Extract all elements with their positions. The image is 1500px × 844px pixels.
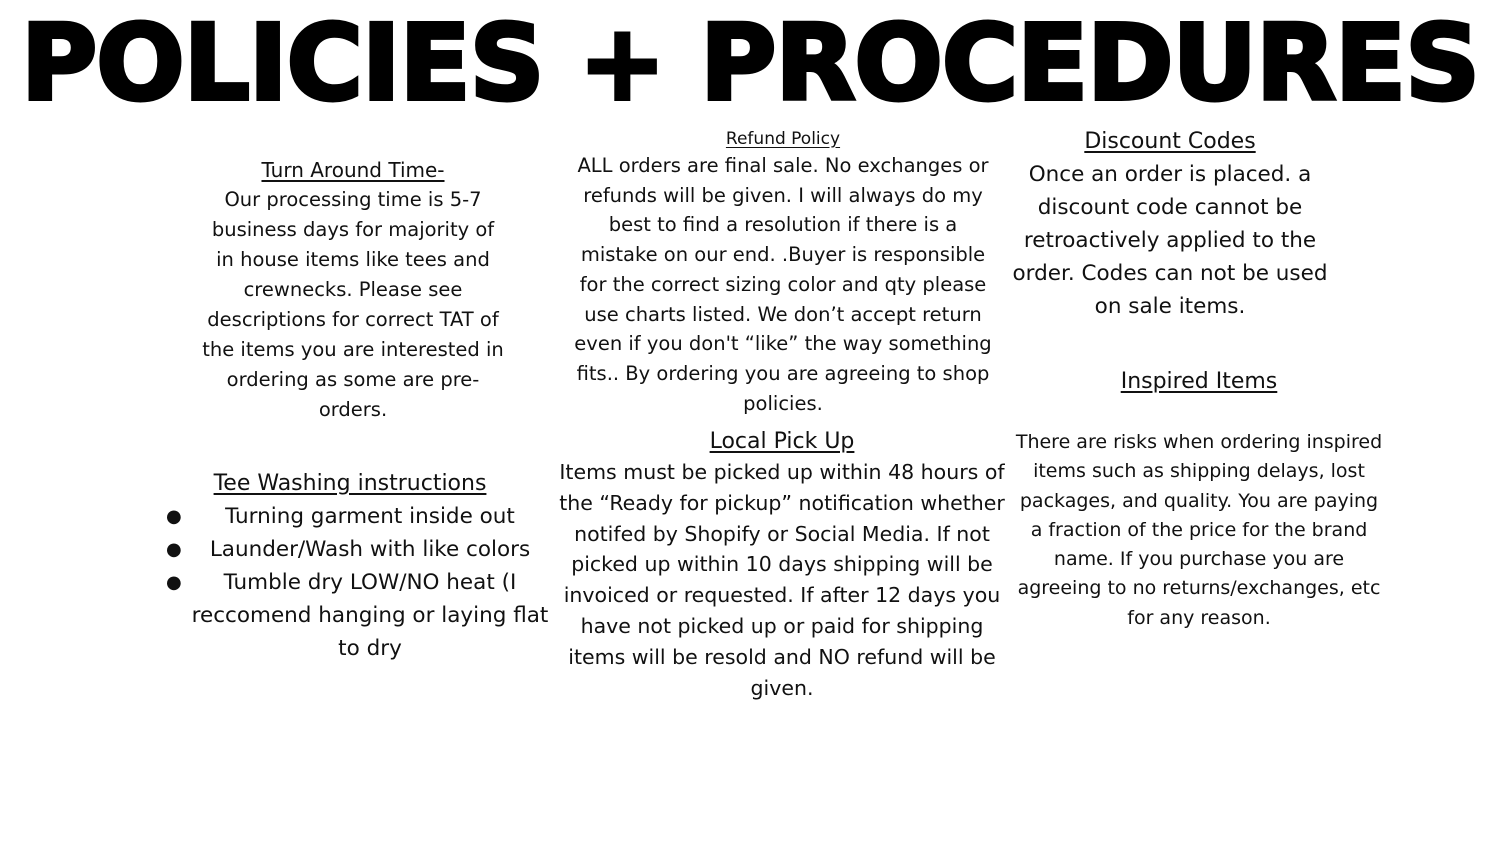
refund-policy-heading: Refund Policy [725,129,841,149]
list-item [150,533,550,566]
refund-policy-text: ALL orders are final sale. No exchanges or refunds will be given. I will always do my best to find a resolution if there is a mistake on our end. .Buyer is responsible for the correct sizing color and qty please use charts listed. We don’t accept return even if you don't “like” the way something fits.. By ordering you are agreeing to shop policies. [574,154,992,415]
page-title: POLICIES + PROCEDURES [20,2,1479,124]
list-item-text: Turning garment inside out [225,504,515,529]
discount-codes-section [1000,126,1340,323]
local-pickup-heading: Local Pick Up [709,429,855,454]
turn-around-time-heading: Turn Around Time- [261,158,445,182]
inspired-items-text: There are risks when ordering inspired items such as shipping delays, lost packages, and quality. You are paying a fraction of the price for the brand name. If you purchase you are agreeing to no returns/exchanges, etc for any reason. [1015,431,1383,629]
bullet-icon: ● [166,539,182,560]
list-item-text: Launder/Wash with like colors [209,537,531,562]
tee-washing-section [150,467,550,665]
discount-codes-heading: Discount Codes [1084,129,1256,154]
tee-washing-heading: Tee Washing instructions [213,471,487,496]
inspired-items-section [1014,366,1384,633]
list-item [150,566,550,665]
local-pickup-text: Items must be picked up within 48 hours of the “Ready for pickup” notification whether notifed by Shopify or Social Media. If not picked up within 10 days shipping will be invoiced or requested. If after 12 days you have not picked up or paid for shipping items will be resold and NO refund will be given. [559,460,1005,700]
tee-washing-list [150,500,550,665]
discount-codes-text: Once an order is placed. a discount code cannot be retroactively applied to the order. Codes can not be used on sale items. [1012,162,1328,319]
bullet-icon: ● [166,506,182,527]
refund-policy-section [568,127,998,418]
bullet-icon: ● [166,572,182,593]
turn-around-time-section [200,155,506,425]
turn-around-time-text: Our processing time is 5-7 business days for majority of in house items like tees and crewnecks. Please see descriptions for correct TAT of the items you are interested in ordering as some are pre-orders. [202,188,504,421]
inspired-items-heading: Inspired Items [1120,369,1278,394]
list-item [150,500,550,533]
list-item-text: Tumble dry LOW/NO heat (I reccomend hanging or laying flat to dry [191,570,549,661]
local-pickup-section [550,427,1014,703]
